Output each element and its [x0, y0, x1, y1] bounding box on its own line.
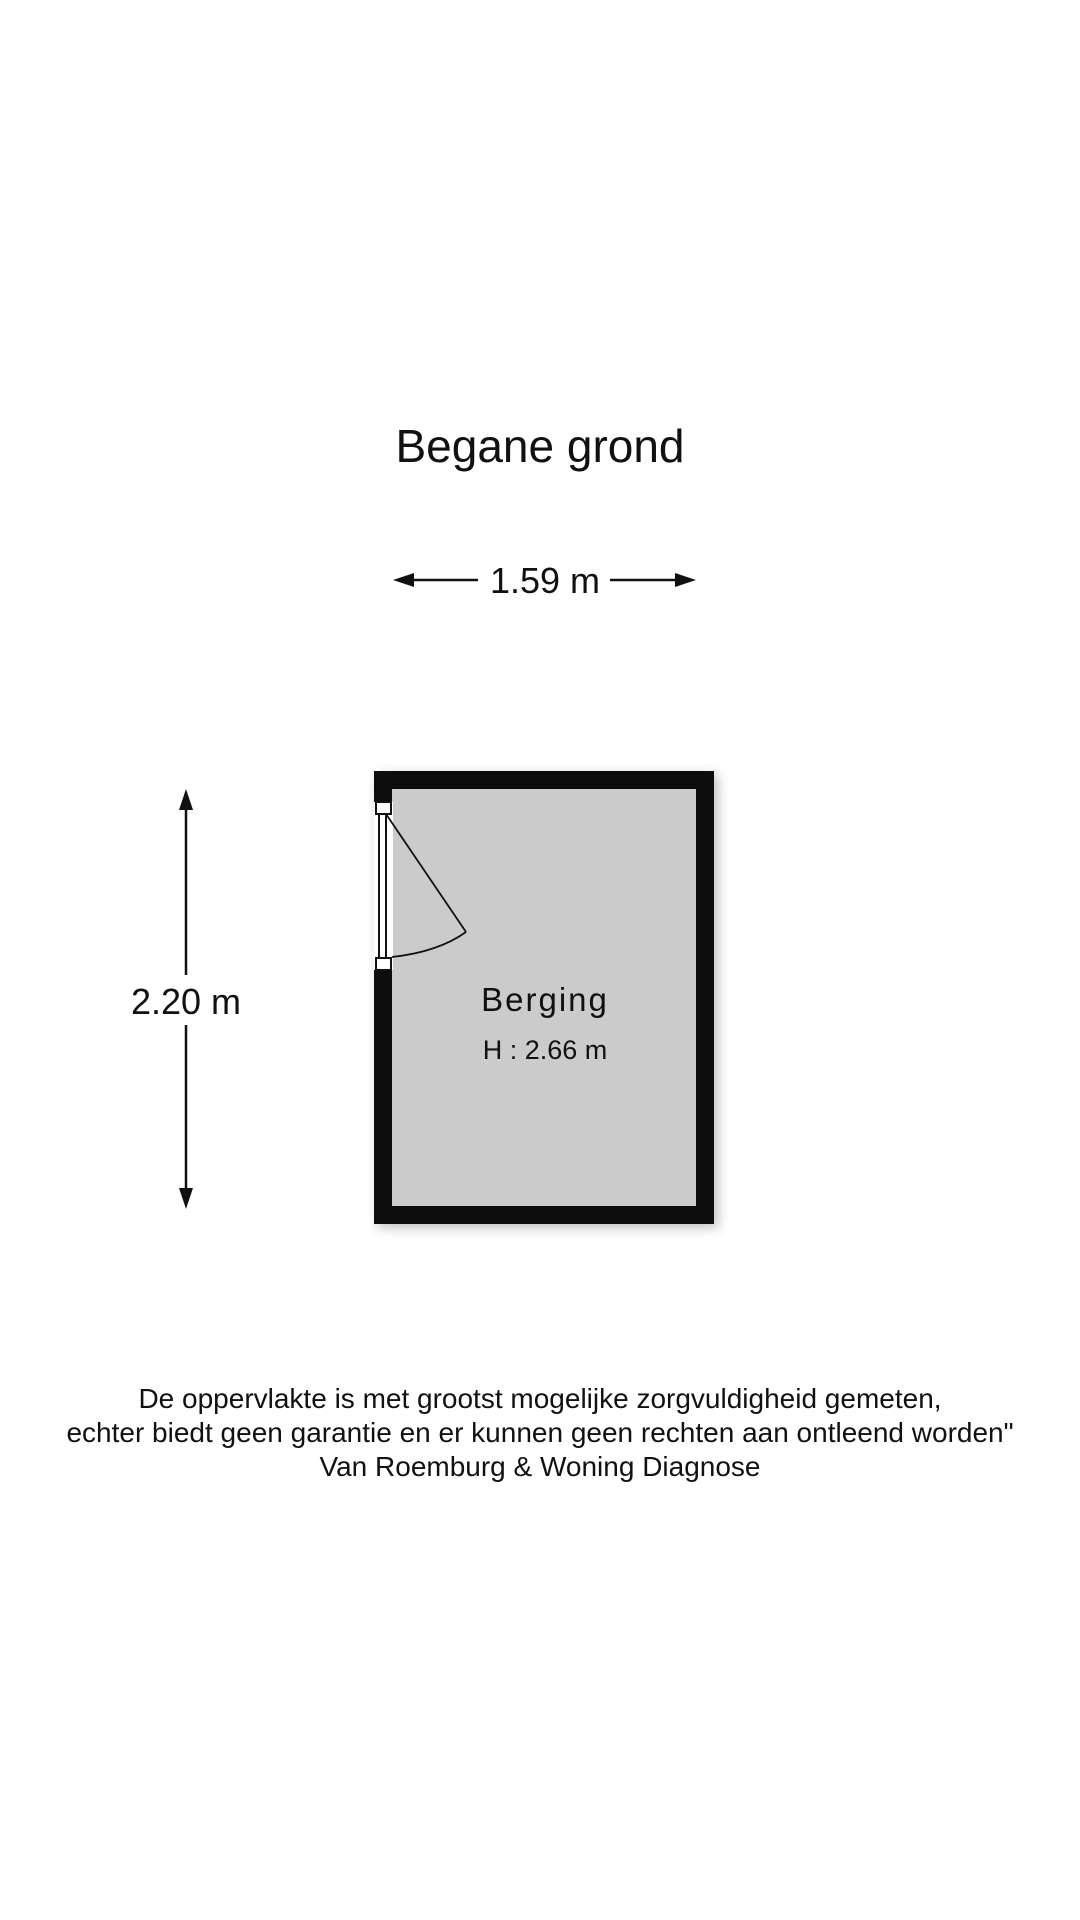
disclaimer [0, 1382, 1080, 1484]
door-jamb-top [376, 802, 391, 814]
disclaimer-line-1: De oppervlakte is met grootst mogelijke zorgvuldigheid gemeten, [138, 1383, 942, 1414]
width-dimension [393, 560, 696, 601]
height-arrow-top [179, 789, 193, 810]
height-dimension [131, 789, 241, 1209]
width-arrow-left [393, 573, 414, 587]
height-dimension-label: 2.20 m [130, 981, 242, 1022]
disclaimer-line-3: Van Roemburg & Woning Diagnose [319, 1451, 761, 1482]
floor-title: Begane grond [395, 420, 685, 472]
room-height: H : 2.66 m [482, 1035, 608, 1065]
disclaimer-line-2: echter biedt geen garantie en er kunnen geen rechten aan ontleend worden" [66, 1417, 1014, 1448]
door-jamb-bottom [376, 958, 391, 970]
door-opening [374, 802, 393, 970]
height-arrow-bottom [179, 1188, 193, 1209]
width-dimension-label: 1.59 m [489, 560, 601, 601]
width-arrow-right [675, 573, 696, 587]
room-name: Berging [481, 981, 609, 1018]
